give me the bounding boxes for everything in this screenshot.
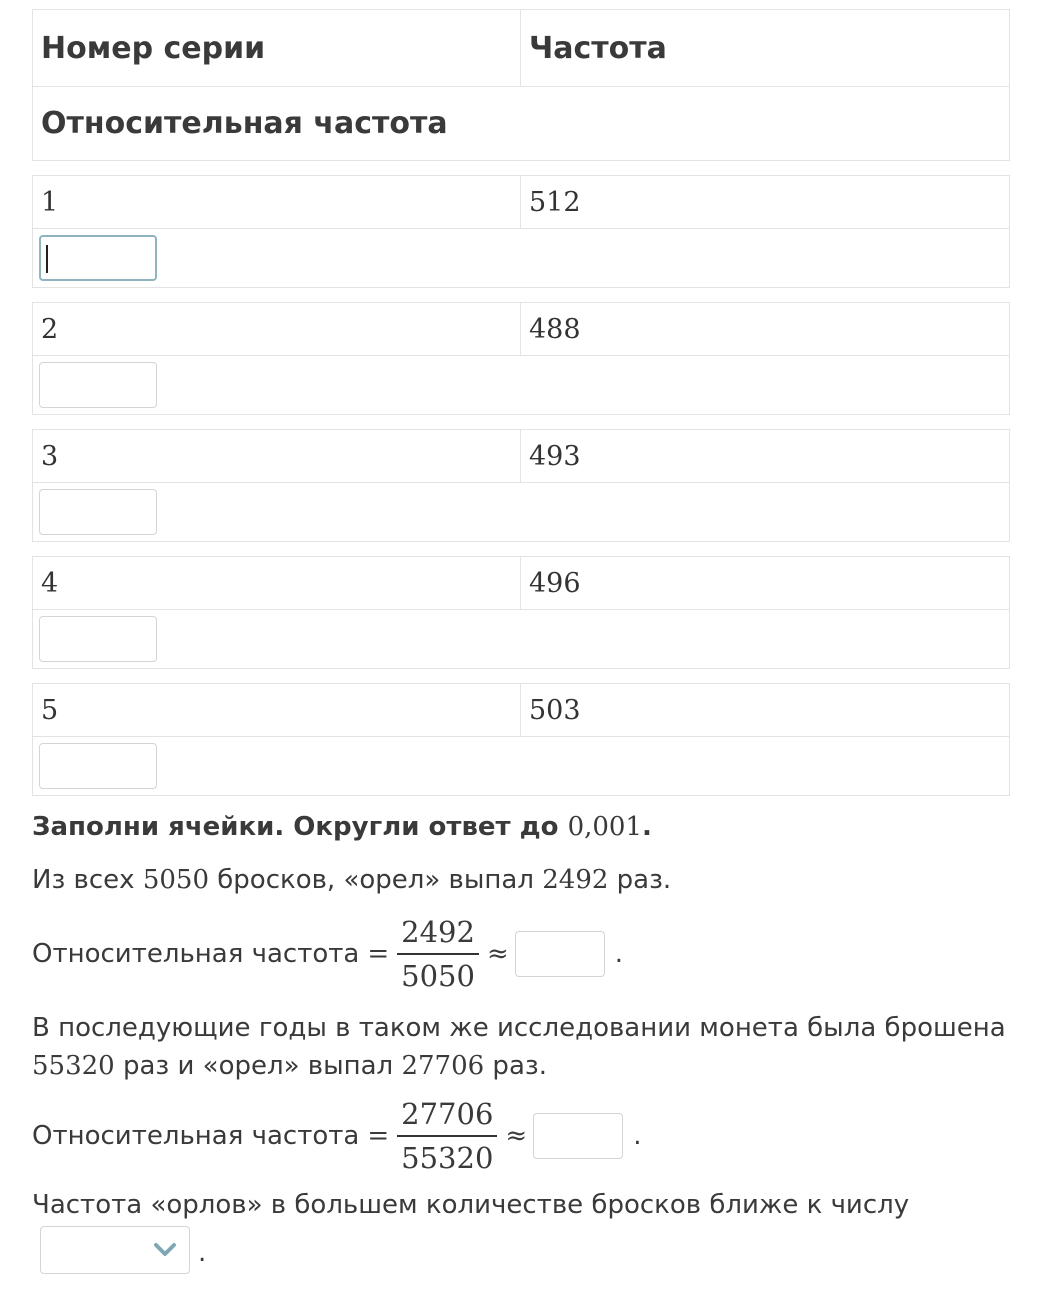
table-row (32, 556, 1010, 669)
closing-period: . (198, 1238, 207, 1268)
table-row (32, 683, 1010, 796)
sentence-later-study (32, 1009, 1006, 1085)
sentence1-middle: бросков, «орел» выпал (208, 865, 543, 895)
formula2-equals: = (367, 1121, 390, 1151)
closing-text: Частота «орлов» в большем количестве бросков ближе к числу (32, 1190, 910, 1220)
formula1-period: . (614, 939, 624, 969)
table-row (32, 429, 1010, 542)
answer-select[interactable] (40, 1226, 190, 1274)
relative-frequency-input-1[interactable] (39, 235, 157, 281)
relative-frequency-input-2[interactable] (39, 362, 157, 408)
sentence1-prefix: Из всех (32, 865, 143, 895)
sentence1-heads: 2492 (542, 865, 609, 895)
fraction-1 (397, 915, 479, 993)
frequency-cell: 496 (529, 567, 581, 599)
text-caret (46, 245, 48, 273)
precision-value: 0,001 (567, 812, 643, 842)
frequency-cell: 493 (529, 440, 581, 472)
series-number-cell: 5 (33, 684, 521, 736)
chevron-down-icon (153, 1237, 177, 1261)
sentence2-heads: 27706 (401, 1051, 485, 1081)
answer-input-1[interactable] (515, 931, 605, 977)
formula1-label: Относительная частота (32, 939, 360, 969)
fraction-2-denominator: 55320 (401, 1141, 494, 1175)
series-number-cell: 1 (33, 176, 521, 228)
answer-input-2[interactable] (533, 1113, 623, 1159)
fraction-2-numerator: 27706 (397, 1097, 497, 1137)
formula1-equals: = (367, 939, 390, 969)
formula2-period: . (633, 1121, 642, 1151)
frequency-cell: 512 (529, 186, 581, 218)
instructions (32, 812, 652, 842)
table-row (32, 302, 1010, 415)
table-header (32, 9, 1010, 161)
table-row (32, 175, 1010, 288)
instructions-period: . (642, 812, 652, 842)
sentence2-total: 55320 (32, 1051, 115, 1081)
sentence1-suffix: раз. (608, 865, 672, 895)
relative-frequency-input-5[interactable] (39, 743, 157, 789)
formula-1 (32, 908, 623, 1000)
series-number-cell: 2 (33, 303, 521, 355)
fraction-2 (397, 1097, 497, 1175)
frequency-cell: 503 (529, 694, 581, 726)
sentence2-middle: раз и «орел» выпал (114, 1051, 402, 1081)
series-number-cell: 3 (33, 430, 521, 482)
header-relative-frequency: Относительная частота (41, 106, 448, 141)
sentence2-suffix: раз. (484, 1051, 547, 1081)
fraction-1-numerator: 2492 (397, 915, 479, 955)
formula2-approx: ≈ (505, 1121, 528, 1151)
header-frequency: Частота (529, 30, 667, 66)
fraction-1-denominator: 5050 (401, 959, 475, 993)
relative-frequency-input-4[interactable] (39, 616, 157, 662)
sentence2-line1: В последующие годы в таком же исследовании монета была брошена (32, 1013, 1006, 1043)
header-series-number: Номер серии (33, 10, 521, 86)
sentence-total-throws (32, 865, 671, 895)
formula1-approx: ≈ (486, 939, 509, 969)
instructions-text: Заполни ячейки. Округли ответ до (32, 812, 568, 842)
sentence1-total: 5050 (142, 865, 209, 895)
frequency-cell: 488 (529, 313, 581, 345)
formula2-label: Относительная частота (32, 1121, 360, 1151)
series-number-cell: 4 (33, 557, 521, 609)
relative-frequency-input-3[interactable] (39, 489, 157, 535)
formula-2 (32, 1090, 641, 1182)
